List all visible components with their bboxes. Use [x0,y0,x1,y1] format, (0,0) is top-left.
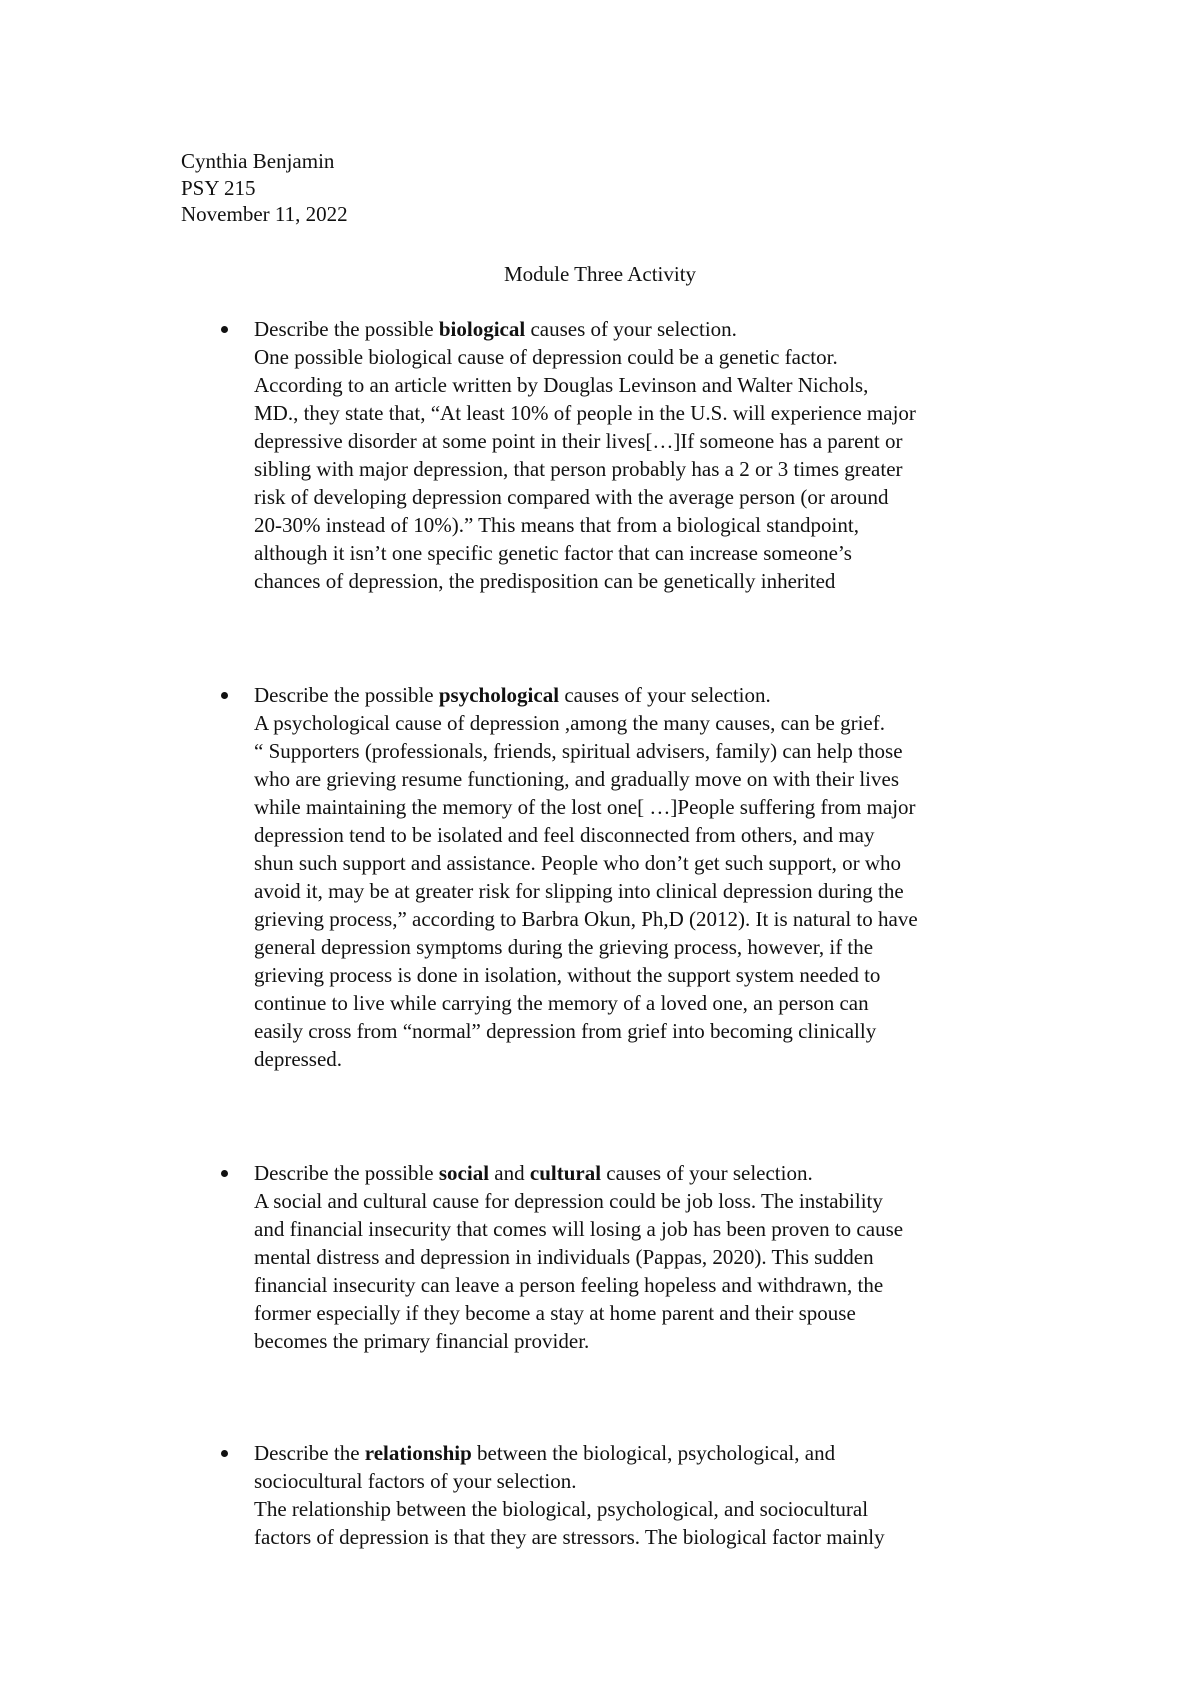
author-name: Cynthia Benjamin [181,149,335,173]
course-code: PSY 215 [181,175,256,200]
header-block [181,148,348,228]
answer-line: general depression symptoms during the grieving process, however, if the [254,935,874,959]
answer-line: while maintaining the memory of the lost one[ …]People suffering from major [254,795,916,819]
answer-line: “ Supporters (professionals, friends, spiritual advisers, family) can help those [254,739,903,763]
answer-line: grieving process,” according to Barbra Okun, Ph,D (2012). It is natural to have [254,907,918,931]
answer-line: avoid it, may be at greater risk for slipping into clinical depression during the [254,879,904,903]
answer-line: continue to live while carrying the memory of a loved one, an person can [254,991,869,1015]
answer-line: who are grieving resume functioning, and gradually move on with their lives [254,767,900,791]
section-prompt: Describe the possible psychological causes of your selection. [254,683,771,707]
answer-line: depressed. [254,1047,343,1071]
answer-line: chances of depression, the predisposition can be genetically inherited [254,569,836,593]
section-answer [254,709,1054,1073]
answer-line: and financial insecurity that comes will losing a job has been proven to cause [254,1217,904,1241]
answer-line: although it isn’t one specific genetic factor that can increase someone’s [254,541,852,565]
answer-line: becomes the primary financial provider. [254,1329,590,1353]
answer-line: sibling with major depression, that person probably has a 2 or 3 times greater [254,457,903,481]
answer-line: factors of depression is that they are stressors. The biological factor mainly [254,1525,885,1549]
answer-line: According to an article written by Douglas Levinson and Walter Nichols, [254,373,869,397]
section-psychological [254,681,1054,1073]
bullet-icon [221,1450,228,1457]
answer-line: 20-30% instead of 10%).” This means that from a biological standpoint, [254,513,859,537]
answer-line: financial insecurity can leave a person feeling hopeless and withdrawn, the [254,1273,884,1297]
answer-line: depression tend to be isolated and feel disconnected from others, and may [254,823,875,847]
section-relationship [254,1439,1054,1551]
document-title: Module Three Activity [503,262,697,286]
section-answer [254,1495,1054,1551]
section-prompt: Describe the possible biological causes of your selection. [254,317,737,341]
section-answer [254,343,1054,595]
answer-line: grieving process is done in isolation, without the support system needed to [254,963,881,987]
answer-line: easily cross from “normal” depression from grief into becoming clinically [254,1019,877,1043]
answer-line: A psychological cause of depression ,among the many causes, can be grief. [254,711,885,735]
section-social-cultural [254,1159,1054,1355]
bullet-icon [221,1170,228,1177]
section-answer [254,1187,1054,1355]
answer-line: shun such support and assistance. People who don’t get such support, or who [254,851,902,875]
section-prompt: Describe the relationship between the biological, psychological, and sociocultural factors of your selection. [254,1441,836,1493]
section-biological [254,315,1054,595]
answer-line: One possible biological cause of depression could be a genetic factor. [254,345,838,369]
answer-line: depressive disorder at some point in their lives[…]If someone has a parent or [254,429,903,453]
answer-line: mental distress and depression in individuals (Pappas, 2020). This sudden [254,1245,874,1269]
answer-line: former especially if they become a stay at home parent and their spouse [254,1301,856,1325]
bullet-icon [221,692,228,699]
answer-line: risk of developing depression compared with the average person (or around [254,485,889,509]
answer-line: The relationship between the biological, psychological, and sociocultural [254,1497,869,1521]
answer-line: MD., they state that, “At least 10% of people in the U.S. will experience major [254,401,916,425]
bullet-icon [221,326,228,333]
answer-line: A social and cultural cause for depression could be job loss. The instability [254,1189,883,1213]
section-prompt: Describe the possible social and cultural causes of your selection. [254,1161,813,1185]
document-date: November 11, 2022 [181,202,348,226]
